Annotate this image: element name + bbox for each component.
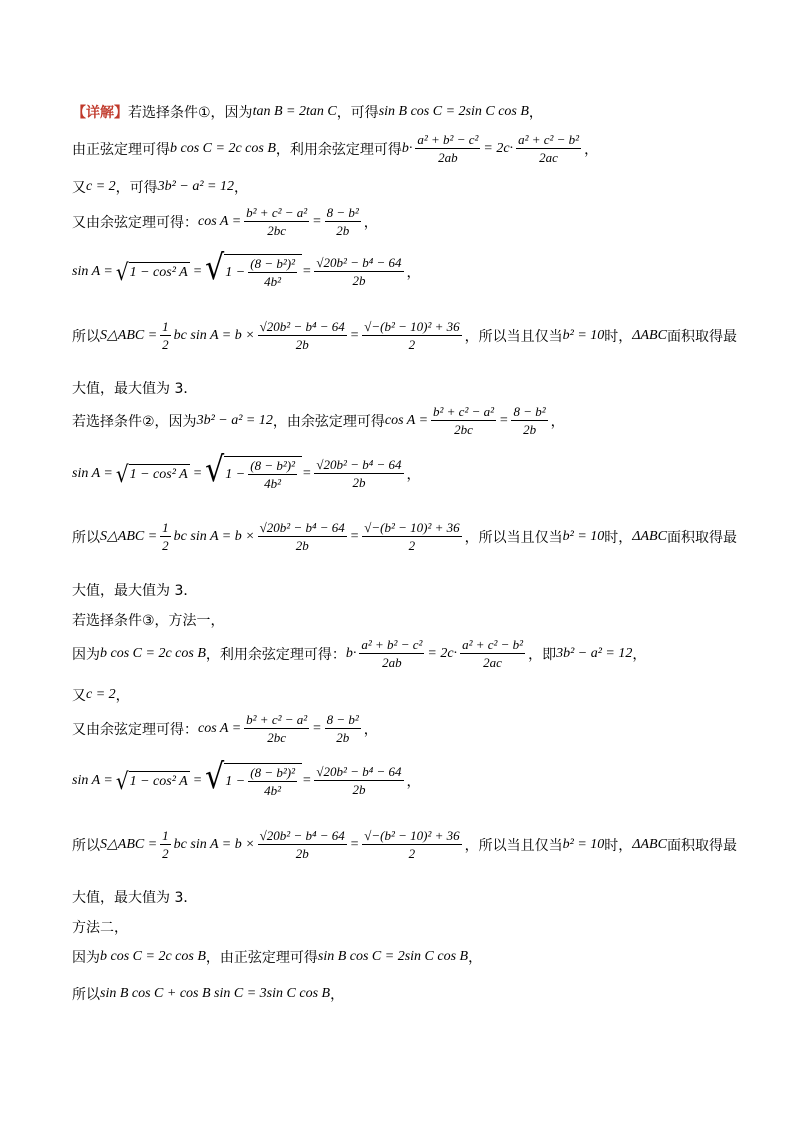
text: 若选择条件②，因为 — [72, 413, 197, 430]
text: 又 — [72, 180, 86, 196]
text: ，所以当且仅当 — [464, 328, 563, 345]
numerator: √20b² − b⁴ − 64 — [259, 319, 345, 334]
text: ， — [363, 721, 378, 738]
text: ，由余弦定理可得 — [272, 413, 385, 430]
line-4 — [72, 205, 378, 238]
text: ，所以当且仅当 — [464, 529, 563, 546]
denominator: 2b — [295, 337, 309, 352]
line-12 — [72, 610, 225, 630]
math: = — [192, 772, 203, 788]
math: = — [192, 465, 203, 481]
math: = — [349, 327, 360, 343]
math: = 2c· — [427, 645, 458, 661]
radicand: 1 − cos² A — [129, 262, 190, 282]
numerator: 1 — [162, 520, 169, 535]
fraction — [160, 520, 171, 553]
denominator: 4b² — [264, 476, 282, 491]
line-1 — [72, 102, 543, 122]
math: S△ABC = — [100, 837, 158, 852]
fraction — [325, 205, 361, 238]
fraction — [362, 520, 461, 553]
text: ， — [550, 413, 565, 430]
line-18 — [72, 887, 197, 907]
fraction — [160, 319, 171, 352]
text: 所以 — [72, 837, 100, 854]
square-root — [115, 459, 190, 488]
numerator: b² + c² − a² — [246, 205, 308, 220]
denominator: 2b — [295, 538, 309, 553]
math: = — [301, 465, 312, 481]
numerator: √20b² − b⁴ − 64 — [259, 828, 345, 843]
math: b² = 10 — [562, 327, 605, 343]
math: 1 − — [225, 264, 246, 280]
fraction — [314, 255, 403, 288]
math: c = 2 — [86, 179, 116, 194]
fraction — [359, 637, 424, 670]
math: c = 2 — [86, 687, 116, 702]
numerator: √−(b² − 10)² + 36 — [364, 828, 460, 843]
math: 1 − — [225, 466, 246, 482]
numerator: a² + c² − b² — [462, 637, 524, 652]
text: ，即 — [528, 646, 557, 663]
math: sin B cos C = 2sin C cos B — [378, 104, 529, 119]
math: cos A = — [384, 412, 429, 428]
math: = 2c· — [483, 140, 514, 156]
math: ΔABC — [632, 836, 667, 852]
fraction — [511, 404, 547, 437]
denominator: 2b — [352, 782, 366, 797]
fraction — [258, 520, 347, 553]
text: ，由正弦定理可得 — [205, 950, 318, 966]
denominator: 2b — [352, 475, 366, 490]
fraction — [415, 132, 480, 165]
square-root — [205, 449, 302, 491]
radical-sign: √ — [115, 257, 129, 286]
math: bc sin A = b × — [173, 836, 255, 852]
fraction — [314, 457, 403, 490]
denominator: 4b² — [264, 783, 282, 798]
math: 3b² − a² = 12 — [196, 412, 273, 428]
math: = — [192, 263, 203, 279]
numerator: a² + c² − b² — [518, 132, 580, 147]
text: 面积取得最 — [666, 529, 737, 546]
fraction — [362, 319, 461, 352]
text: 面积取得最 — [666, 328, 737, 345]
denominator: 2 — [162, 846, 169, 861]
text: ，利用余弦定理可得 — [275, 141, 402, 158]
math: sin A = — [72, 465, 113, 481]
text: 若选择条件③，方法一， — [72, 613, 225, 629]
denominator: 2 — [162, 538, 169, 553]
text: 若选择条件①，因为 — [128, 105, 253, 121]
text: ，利用余弦定理可得： — [205, 646, 346, 663]
math: ΔABC — [632, 528, 667, 544]
numerator: (8 − b²)² — [250, 458, 295, 473]
text: ， — [468, 950, 483, 966]
numerator: √−(b² − 10)² + 36 — [364, 520, 460, 535]
math: = — [499, 412, 509, 428]
math: cos A = — [198, 720, 242, 736]
text: ， — [330, 987, 345, 1003]
math: = — [312, 720, 322, 736]
text: ， — [233, 180, 248, 196]
math: b cos C = 2c cos B — [170, 140, 276, 156]
text: 所以 — [72, 328, 100, 345]
fraction — [516, 132, 581, 165]
line-3 — [72, 177, 248, 197]
math: S△ABC = — [100, 328, 158, 343]
line-15 — [72, 712, 378, 745]
fraction — [244, 712, 309, 745]
fraction — [248, 458, 297, 491]
fraction — [248, 765, 297, 798]
fraction — [258, 828, 347, 861]
line-8 — [72, 404, 565, 437]
math: = — [301, 772, 312, 788]
math: cos A = — [198, 213, 242, 229]
line-5 — [72, 247, 421, 289]
numerator: √20b² − b⁴ − 64 — [316, 457, 402, 472]
text: 又由余弦定理可得： — [72, 214, 198, 231]
radical-sign: √ — [115, 459, 129, 488]
numerator: 8 − b² — [513, 404, 546, 419]
math: = — [349, 528, 360, 544]
numerator: 1 — [162, 319, 169, 334]
numerator: 1 — [162, 828, 169, 843]
text: 又 — [72, 688, 86, 704]
fraction — [325, 712, 361, 745]
numerator: (8 − b²)² — [250, 765, 295, 780]
math: b· — [345, 645, 357, 661]
text: 大值，最大值为 3． — [72, 583, 198, 599]
denominator: 2bc — [267, 730, 287, 745]
text: 大值，最大值为 3． — [72, 890, 198, 906]
math: b² = 10 — [562, 836, 605, 852]
numerator: √20b² − b⁴ − 64 — [316, 764, 402, 779]
square-root — [115, 257, 190, 286]
text: ，所以当且仅当 — [464, 837, 563, 854]
math: bc sin A = b × — [173, 528, 255, 544]
radicand: 1 − cos² A — [129, 771, 190, 791]
denominator: 2ac — [483, 655, 502, 670]
line-14 — [72, 685, 130, 705]
line-16 — [72, 756, 421, 798]
math: b cos C = 2c cos B — [100, 949, 206, 964]
line-7 — [72, 378, 197, 398]
radicand — [224, 763, 302, 798]
text: 所以 — [72, 987, 100, 1003]
fraction — [244, 205, 309, 238]
fraction — [314, 764, 403, 797]
math: tan B = 2tan C — [252, 104, 337, 119]
fraction — [431, 404, 496, 437]
math: bc sin A = b × — [173, 327, 255, 343]
denominator: 2ab — [438, 150, 458, 165]
denominator: 4b² — [264, 274, 282, 289]
math: ΔABC — [632, 327, 667, 343]
denominator: 2b — [295, 846, 309, 861]
text: ， — [632, 646, 647, 663]
text: 由正弦定理可得 — [72, 141, 170, 158]
line-9 — [72, 449, 421, 491]
detail-label: 【详解】 — [72, 105, 128, 121]
text: ， — [363, 214, 378, 231]
text: ，可得 — [115, 180, 158, 196]
math: = — [312, 213, 322, 229]
denominator: 2ac — [539, 150, 558, 165]
numerator: √−(b² − 10)² + 36 — [364, 319, 460, 334]
math: 3b² − a² = 12 — [157, 179, 234, 194]
text: 时， — [604, 328, 633, 345]
denominator: 2b — [523, 422, 537, 437]
math: 1 − — [225, 773, 246, 789]
text: ， — [115, 688, 130, 704]
text: ， — [406, 466, 421, 483]
math: b² = 10 — [562, 528, 605, 544]
radicand — [224, 254, 302, 289]
fraction — [258, 319, 347, 352]
numerator: √20b² − b⁴ − 64 — [316, 255, 402, 270]
numerator: a² + b² − c² — [417, 132, 479, 147]
text: ，可得 — [336, 105, 379, 121]
text: 又由余弦定理可得： — [72, 721, 198, 738]
text: 时， — [604, 837, 633, 854]
text: 大值，最大值为 3． — [72, 381, 198, 397]
math: sin B cos C + cos B sin C = 3sin C cos B — [100, 986, 331, 1001]
text: ， — [528, 105, 543, 121]
fraction — [160, 828, 171, 861]
square-root — [205, 756, 302, 798]
numerator: 8 − b² — [326, 712, 359, 727]
line-11 — [72, 580, 197, 600]
denominator: 2ab — [382, 655, 402, 670]
math: sin A = — [72, 263, 113, 279]
numerator: (8 − b²)² — [250, 256, 295, 271]
radicand: 1 − cos² A — [129, 464, 190, 484]
text: ， — [406, 264, 421, 281]
numerator: 8 − b² — [326, 205, 359, 220]
math: b cos C = 2c cos B — [100, 645, 206, 661]
fraction — [362, 828, 461, 861]
line-20 — [72, 947, 482, 967]
fraction — [248, 256, 297, 289]
line-6 — [72, 319, 737, 352]
numerator: b² + c² − a² — [246, 712, 308, 727]
numerator: a² + b² − c² — [361, 637, 423, 652]
line-13 — [72, 637, 646, 670]
math: S△ABC = — [100, 529, 158, 544]
numerator: √20b² − b⁴ − 64 — [259, 520, 345, 535]
radical-sign: √ — [115, 766, 129, 795]
square-root — [115, 766, 190, 795]
line-19 — [72, 917, 128, 937]
math: b· — [401, 140, 413, 156]
denominator: 2bc — [454, 422, 473, 437]
math: sin B cos C = 2sin C cos B — [317, 949, 469, 964]
radicand — [224, 456, 302, 491]
text: 方法二， — [72, 920, 128, 936]
denominator: 2b — [336, 223, 350, 238]
line-10 — [72, 520, 737, 553]
denominator: 2 — [408, 846, 416, 861]
numerator: b² + c² − a² — [433, 404, 495, 419]
text: 因为 — [72, 646, 100, 663]
line-21 — [72, 984, 344, 1004]
denominator: 2bc — [267, 223, 287, 238]
radical-sign: √ — [205, 756, 225, 798]
denominator: 2 — [408, 538, 416, 553]
text: 时， — [604, 529, 633, 546]
denominator: 2 — [162, 337, 169, 352]
text: ， — [406, 773, 421, 790]
line-2 — [72, 132, 598, 165]
text: 因为 — [72, 950, 100, 966]
math: = — [349, 836, 360, 852]
square-root — [205, 247, 302, 289]
radical-sign: √ — [205, 247, 225, 289]
denominator: 2b — [352, 273, 366, 288]
math: 3b² − a² = 12 — [556, 645, 633, 661]
radical-sign: √ — [205, 449, 225, 491]
math: sin A = — [72, 772, 113, 788]
denominator: 2 — [408, 337, 416, 352]
math: = — [301, 263, 312, 279]
text: 所以 — [72, 529, 100, 546]
text: ， — [584, 141, 599, 158]
fraction — [460, 637, 525, 670]
text: 面积取得最 — [666, 837, 737, 854]
denominator: 2b — [336, 730, 350, 745]
line-17 — [72, 828, 737, 861]
